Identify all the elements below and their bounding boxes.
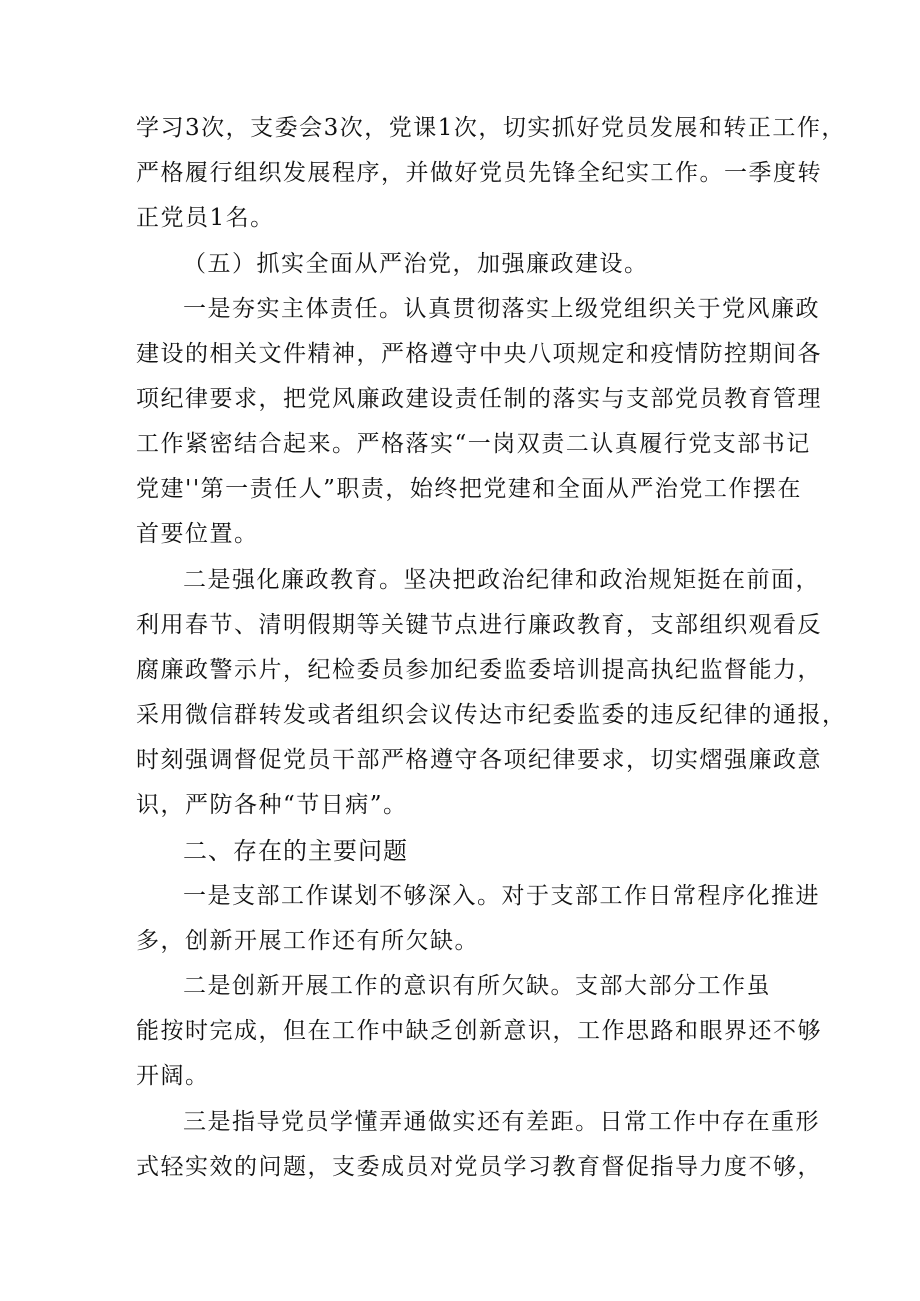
text-line-22: 开阔。 [136,1063,210,1089]
section-heading-5: （五）抓实全面从严治党，加强廉政建设。 [183,251,649,277]
text-line-8: 工作紧密结合起来。严格落实“一岗双责二认真履行党支部书记 [136,431,811,457]
text-line-23: 三是指导党员学懂弄通做实还有差距。日常工作中存在重形 [183,1109,820,1135]
text-line-3: 正党员1名。 [136,205,275,231]
text-line-2: 严格履行组织发展程序，并做好党员先锋全纪实工作。一季度转 [136,160,822,186]
text-line-21: 能按时完成，但在工作中缺乏创新意识，工作思路和眼界还不够 [136,1018,822,1044]
text-line-7: 项纪律要求，把党风廉政建设责任制的落实与支部党员教育管理 [136,386,822,412]
section-heading-problems: 二、存在的主要问题 [183,837,408,865]
text-line-6: 建设的相关文件精神，严格遵守中央八项规定和疫情防控期间各 [136,341,822,367]
text-line-24: 式轻实效的问题，支委成员对党员学习教育督促指导力度不够， [136,1154,822,1180]
text-line-15: 时刻强调督促党员干部严格遵守各项纪律要求，切实熠强廉政意 [136,747,822,773]
text-line-16: 识，严防各种“节日病”。 [136,792,408,818]
text-line-19: 多，创新开展工作还有所欠缺。 [136,928,479,954]
text-line-14: 采用微信群转发或者组织会议传达市纪委监委的违反纪律的通报， [136,702,847,728]
text-line-13: 腐廉政警示片，纪检委员参加纪委监委培训提高执纪监督能力， [136,657,822,683]
text-line-11: 二是强化廉政教育。坚决把政治纪律和政治规矩挺在前面， [183,567,820,593]
text-line-9: 党建''第一责任人”职责，始终把党建和全面从严治党工作摆在 [136,476,802,502]
text-line-5: 一是夯实主体责任。认真贯彻落实上级党组织关于党风廉政 [183,296,820,322]
text-line-1: 学习3次，支委会3次，党课1次，切实抓好党员发展和转正工作， [136,115,846,141]
text-line-10: 首要位置。 [136,521,259,547]
text-line-18: 一是支部工作谋划不够深入。对于支部工作日常程序化推进 [183,883,820,909]
text-line-12: 利用春节、清明假期等关键节点进行廉政教育，支部组织观看反 [136,612,822,638]
text-line-20: 二是创新开展工作的意识有所欠缺。支部大部分工作虽 [183,973,771,999]
